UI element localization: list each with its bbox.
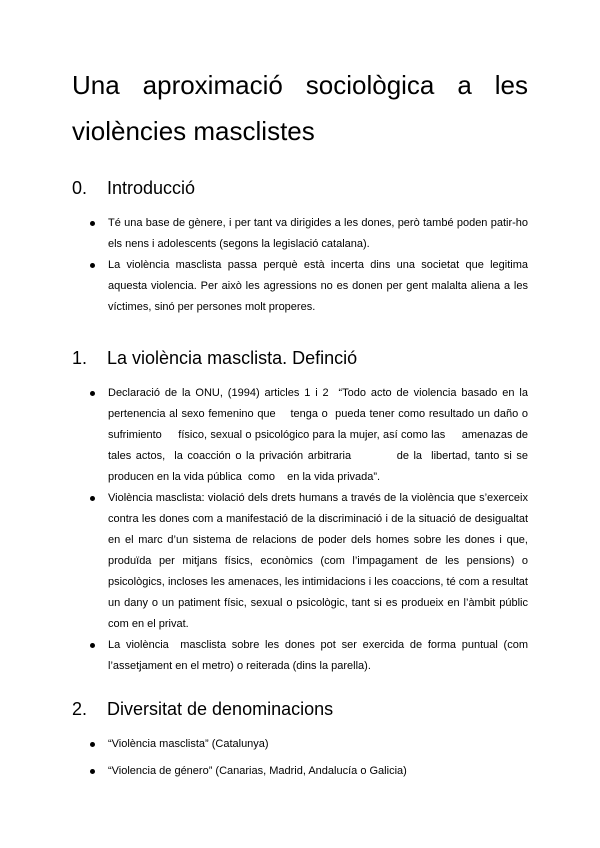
bullet-text: Declaració de la ONU, (1994) articles 1 i 2 “Todo acto de violencia basado en la pertenencia al sexo femenino que tenga o pueda tener como resultado un daño o sufrimiento físico, sexual o psicológico para la mujer, así como las amenazas de tales actos, la coacción o la privación arbitraria de la libertad, tanto si se producen en la vida pública como en la vida privada”.: [108, 387, 532, 483]
bullet-icon: [90, 213, 108, 226]
list-item: [72, 761, 528, 782]
section-heading-text: Introducció: [107, 178, 196, 198]
bullet-icon: [90, 734, 108, 747]
section-heading: [72, 176, 528, 200]
bullet-list: [72, 383, 532, 677]
bullet-text: Té una base de gènere, i per tant va dirigides a les dones, però també poden patir-ho els nens i adolescents (segons la legislació catalana).: [108, 217, 532, 250]
section-number: 1.: [72, 348, 88, 368]
section-heading-text: Diversitat de denominacions: [107, 699, 334, 719]
list-item: [72, 635, 532, 677]
section-definicio: [72, 346, 532, 677]
section-denominacions: [72, 697, 528, 782]
bullet-text: “Violencia de género” (Canarias, Madrid, Andalucía o Galicia): [108, 765, 407, 777]
document-title: Una aproximació sociològica a les violències masclistes: [72, 70, 528, 146]
list-item: [72, 255, 532, 318]
section-heading: [72, 697, 528, 721]
section-heading-text: La violència masclista. Definció: [107, 348, 358, 368]
bullet-icon: [90, 383, 108, 396]
bullet-icon: [90, 488, 108, 501]
bullet-text: “Violència masclista” (Catalunya): [108, 738, 269, 750]
section-number: 0.: [72, 178, 88, 198]
section-heading: [72, 346, 528, 370]
bullet-icon: [90, 761, 108, 774]
bullet-text: Violència masclista: violació dels drets humans a través de la violència que s’exerceix contra les dones com a manifestació de la discriminació i de la situació de desigualtat en el marc d’un sistema de relacions de poder dels homes sobre les dones i que, produïda per mitjans físics, econòmics (com l’impagament de les pensions) o psicològics, incloses les amenaces, les intimidacions i les coaccions, té com a resultat un dany o un patiment físic, sexual o psicològic, tant si es produeix en l’àmbit públic com en el privat.: [108, 492, 532, 630]
bullet-text: La violència masclista sobre les dones pot ser exercida de forma puntual (com l’assetjament en el metro) o reiterada (dins la parella).: [108, 639, 532, 672]
bullet-icon: [90, 255, 108, 268]
list-item: [72, 488, 532, 635]
bullet-list: [72, 734, 528, 782]
list-item: [72, 734, 528, 755]
list-item: [72, 383, 532, 488]
bullet-list: [72, 213, 532, 318]
bullet-icon: [90, 635, 108, 648]
section-introduccio: [72, 176, 532, 318]
section-number: 2.: [72, 699, 88, 719]
list-item: [72, 213, 532, 255]
bullet-text: La violència masclista passa perquè està incerta dins una societat que legitima aquesta violencia. Per això les agressions no es donen per gent malalta aliena a les víctimes, sinó per persones molt properes.: [108, 259, 532, 313]
